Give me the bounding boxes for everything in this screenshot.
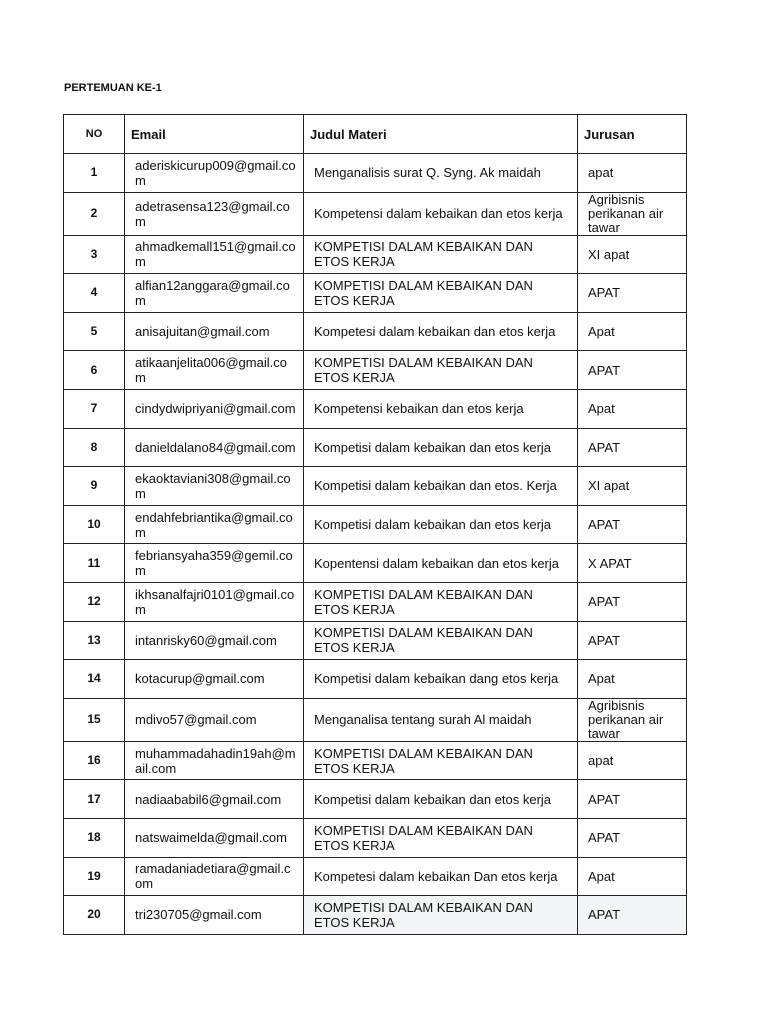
table-row (64, 235, 687, 274)
row-number-cell: 18 (64, 818, 125, 857)
email-cell: natswaimelda@gmail.com (125, 818, 304, 857)
row-number-cell: 3 (64, 235, 125, 274)
email-cell: atikaanjelita006@gmail.com (125, 351, 304, 390)
table-row (64, 154, 687, 193)
email-cell: kotacurup@gmail.com (125, 660, 304, 699)
jurusan-cell: Apat (578, 312, 687, 351)
table-body (64, 154, 687, 935)
table-row (64, 582, 687, 621)
judul-materi-cell: Kompetesi dalam kebaikan dan etos kerja (304, 312, 578, 351)
row-number-cell: 9 (64, 467, 125, 506)
judul-materi-cell: Kompetisi dalam kebaikan dan etos kerja (304, 780, 578, 819)
table-row (64, 857, 687, 896)
email-cell: mdivo57@gmail.com (125, 698, 304, 741)
judul-materi-cell: KOMPETISI DALAM KEBAIKAN DAN ETOS KERJA (304, 351, 578, 390)
email-cell: danieldalano84@gmail.com (125, 428, 304, 467)
judul-materi-cell: Kompetisi dalam kebaikan dang etos kerja (304, 660, 578, 699)
jurusan-cell: Agribisnis perikanan air tawar (578, 698, 687, 741)
email-cell: adetrasensa123@gmail.com (125, 192, 304, 235)
row-number-cell: 1 (64, 154, 125, 193)
table-row (64, 351, 687, 390)
row-number-cell: 20 (64, 896, 125, 935)
judul-materi-cell: Kompetisi dalam kebaikan dan etos kerja (304, 505, 578, 544)
email-cell: ikhsanalfajri0101@gmail.com (125, 582, 304, 621)
row-number-cell: 6 (64, 351, 125, 390)
judul-materi-cell: KOMPETISI DALAM KEBAIKAN DAN ETOS KERJA (304, 235, 578, 274)
row-number-cell: 2 (64, 192, 125, 235)
table-header (64, 115, 687, 154)
header-no: NO (64, 115, 125, 154)
table-row (64, 505, 687, 544)
judul-materi-cell: KOMPETISI DALAM KEBAIKAN DAN ETOS KERJA (304, 896, 578, 935)
jurusan-cell: APAT (578, 505, 687, 544)
header-jurusan: Jurusan (578, 115, 687, 154)
row-number-cell: 10 (64, 505, 125, 544)
table-row (64, 274, 687, 313)
row-number-cell: 7 (64, 389, 125, 428)
table-row (64, 467, 687, 506)
email-cell: muhammadahadin19ah@mail.com (125, 741, 304, 780)
table-row (64, 621, 687, 660)
table-row (64, 389, 687, 428)
email-cell: ekaoktaviani308@gmail.com (125, 467, 304, 506)
document-title: PERTEMUAN KE-1 (64, 82, 162, 94)
email-cell: ramadaniadetiara@gmail.com (125, 857, 304, 896)
table-row (64, 741, 687, 780)
table-row (64, 818, 687, 857)
jurusan-cell: X APAT (578, 544, 687, 583)
email-cell: endahfebriantika@gmail.com (125, 505, 304, 544)
jurusan-cell: APAT (578, 351, 687, 390)
table-row (64, 428, 687, 467)
header-row (64, 115, 687, 154)
email-cell: ahmadkemall151@gmail.com (125, 235, 304, 274)
email-cell: anisajuitan@gmail.com (125, 312, 304, 351)
row-number-cell: 12 (64, 582, 125, 621)
email-cell: alfian12anggara@gmail.com (125, 274, 304, 313)
jurusan-cell: Apat (578, 389, 687, 428)
table-row (64, 896, 687, 935)
row-number-cell: 11 (64, 544, 125, 583)
email-cell: intanrisky60@gmail.com (125, 621, 304, 660)
row-number-cell: 14 (64, 660, 125, 699)
jurusan-cell: APAT (578, 621, 687, 660)
jurusan-cell: APAT (578, 896, 687, 935)
row-number-cell: 4 (64, 274, 125, 313)
judul-materi-cell: Kopentensi dalam kebaikan dan etos kerja (304, 544, 578, 583)
row-number-cell: 17 (64, 780, 125, 819)
jurusan-cell: APAT (578, 274, 687, 313)
table-row (64, 312, 687, 351)
jurusan-cell: APAT (578, 582, 687, 621)
row-number-cell: 16 (64, 741, 125, 780)
judul-materi-cell: Kompetensi dalam kebaikan dan etos kerja (304, 192, 578, 235)
row-number-cell: 15 (64, 698, 125, 741)
jurusan-cell: XI apat (578, 467, 687, 506)
row-number-cell: 5 (64, 312, 125, 351)
table-row (64, 780, 687, 819)
judul-materi-cell: KOMPETISI DALAM KEBAIKAN DAN ETOS KERJA (304, 274, 578, 313)
judul-materi-cell: Menganalisis surat Q. Syng. Ak maidah (304, 154, 578, 193)
table-row (64, 660, 687, 699)
jurusan-cell: apat (578, 154, 687, 193)
judul-materi-cell: KOMPETISI DALAM KEBAIKAN DAN ETOS KERJA (304, 741, 578, 780)
judul-materi-cell: Kompetisi dalam kebaikan dan etos kerja (304, 428, 578, 467)
jurusan-cell: APAT (578, 780, 687, 819)
row-number-cell: 19 (64, 857, 125, 896)
email-cell: tri230705@gmail.com (125, 896, 304, 935)
judul-materi-cell: KOMPETISI DALAM KEBAIKAN DAN ETOS KERJA (304, 582, 578, 621)
email-cell: cindydwipriyani@gmail.com (125, 389, 304, 428)
email-cell: nadiaababil6@gmail.com (125, 780, 304, 819)
attendance-table (63, 114, 687, 935)
jurusan-cell: APAT (578, 428, 687, 467)
table-row (64, 698, 687, 741)
email-cell: aderiskicurup009@gmail.com (125, 154, 304, 193)
row-number-cell: 8 (64, 428, 125, 467)
judul-materi-cell: Kompetensi kebaikan dan etos kerja (304, 389, 578, 428)
jurusan-cell: apat (578, 741, 687, 780)
judul-materi-cell: Menganalisa tentang surah Al maidah (304, 698, 578, 741)
judul-materi-cell: Kompetesi dalam kebaikan Dan etos kerja (304, 857, 578, 896)
judul-materi-cell: KOMPETISI DALAM KEBAIKAN DAN ETOS KERJA (304, 818, 578, 857)
judul-materi-cell: KOMPETISI DALAM KEBAIKAN DAN ETOS KERJA (304, 621, 578, 660)
jurusan-cell: Agribisnis perikanan air tawar (578, 192, 687, 235)
jurusan-cell: Apat (578, 857, 687, 896)
row-number-cell: 13 (64, 621, 125, 660)
judul-materi-cell: Kompetisi dalam kebaikan dan etos. Kerja (304, 467, 578, 506)
header-judul-materi: Judul Materi (304, 115, 578, 154)
jurusan-cell: XI apat (578, 235, 687, 274)
table-row (64, 192, 687, 235)
email-cell: febriansyaha359@gemil.com (125, 544, 304, 583)
jurusan-cell: Apat (578, 660, 687, 699)
table-row (64, 544, 687, 583)
jurusan-cell: APAT (578, 818, 687, 857)
header-email: Email (125, 115, 304, 154)
